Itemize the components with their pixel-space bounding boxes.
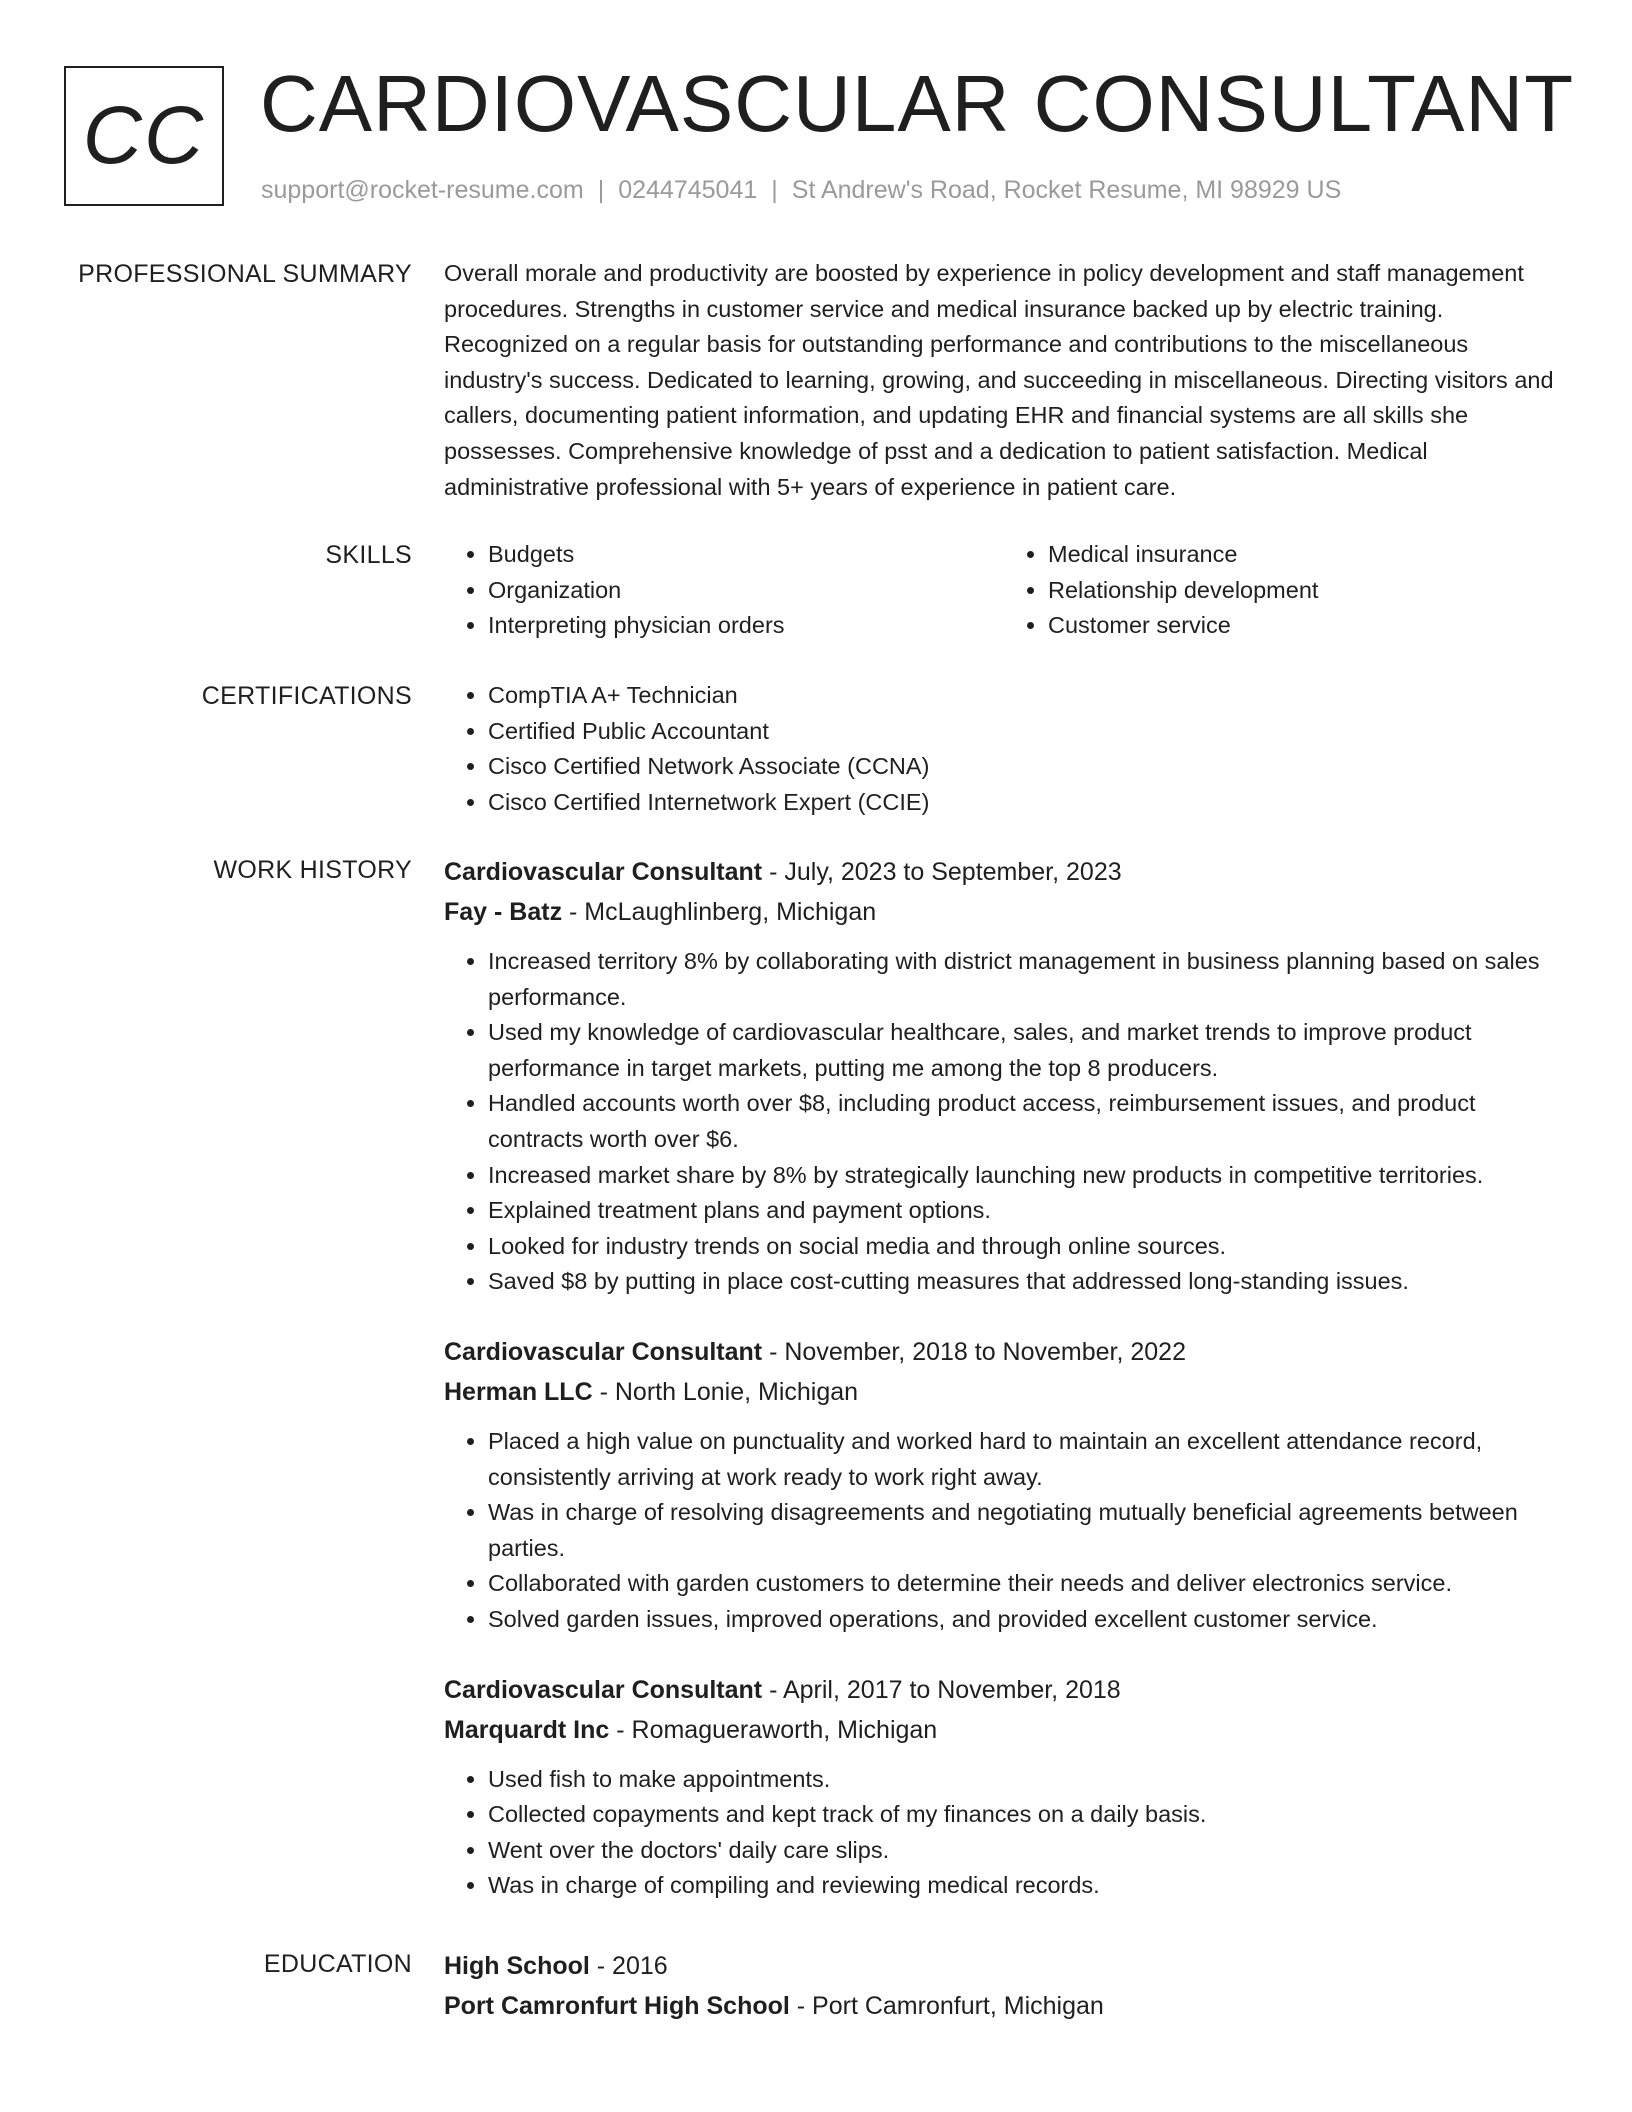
page-title: CARDIOVASCULAR CONSULTANT [260, 59, 1575, 148]
skill-item: • Customer service [1048, 608, 1564, 644]
job-bullet: • Used my knowledge of cardiovascular healthcare, sales, and market trends to improve product performance in target markets, putting me among the top 8 producers. [488, 1015, 1564, 1086]
job-bullet: • Went over the doctors' daily care slips. [488, 1833, 1564, 1869]
contact-phone: 0244745041 [618, 176, 758, 204]
job-entry [444, 852, 1564, 1300]
job-bullet: • Was in charge of compiling and reviewing medical records. [488, 1868, 1564, 1904]
summary-body [444, 256, 1564, 505]
job-title: Cardiovascular Consultant [444, 1675, 763, 1704]
certification-item: • CompTIA A+ Technician [488, 678, 1564, 714]
section-label-certifications: CERTIFICATIONS [201, 682, 412, 710]
certification-item: • Cisco Certified Internetwork Expert (CCIE) [488, 785, 1564, 821]
job-company-line [444, 1372, 1564, 1412]
certification-item: • Certified Public Accountant [488, 714, 1564, 750]
job-location: - Romagueraworth, Michigan [609, 1715, 938, 1744]
job-company: Marquardt Inc [444, 1715, 610, 1744]
job-bullet: • Saved $8 by putting in place cost-cutting measures that addressed long-standing issues. [488, 1264, 1564, 1300]
job-bullets [444, 1424, 1564, 1638]
job-company-line [444, 892, 1564, 932]
job-title-line [444, 852, 1564, 892]
job-dates: - November, 2018 to November, 2022 [762, 1337, 1186, 1366]
education-degree-line [444, 1946, 1564, 1986]
section-label-work-history: WORK HISTORY [213, 856, 412, 884]
job-company: Herman LLC [444, 1377, 593, 1406]
job-bullet: • Looked for industry trends on social media and through online sources. [488, 1229, 1564, 1265]
education-location: - Port Camronfurt, Michigan [789, 1992, 1104, 2020]
skill-item: • Interpreting physician orders [488, 608, 1004, 644]
job-company-line [444, 1710, 1564, 1750]
contact-email: support@rocket-resume.com [261, 176, 584, 204]
job-bullet: • Collaborated with garden customers to determine their needs and deliver electronics service. [488, 1566, 1564, 1602]
job-dates: - April, 2017 to November, 2018 [762, 1675, 1121, 1704]
job-bullet: • Placed a high value on punctuality and worked hard to maintain an excellent attendance record, consistently arriving at work ready to work right away. [488, 1424, 1564, 1495]
skills-list-left [444, 537, 1004, 644]
certifications-list [444, 678, 1564, 820]
contact-address: St Andrew's Road, Rocket Resume, MI 98929 US [791, 176, 1342, 204]
job-bullet: • Increased market share by 8% by strategically launching new products in competitive territories. [488, 1158, 1564, 1194]
job-title: Cardiovascular Consultant [444, 1337, 763, 1366]
education-year: - 2016 [589, 1952, 668, 1980]
skill-item: • Medical insurance [1048, 537, 1564, 573]
monogram: CC [64, 66, 224, 206]
contact-line [261, 176, 1341, 205]
job-bullet: • Handled accounts worth over $8, including product access, reimbursement issues, and product contracts worth over $6. [488, 1086, 1564, 1157]
job-bullet: • Was in charge of resolving disagreements and negotiating mutually beneficial agreements between parties. [488, 1495, 1564, 1566]
section-label-education: EDUCATION [263, 1950, 412, 1978]
job-bullet: • Increased territory 8% by collaborating with district management in business planning based on sales performance. [488, 944, 1564, 1015]
job-bullet: • Explained treatment plans and payment options. [488, 1193, 1564, 1229]
skill-item: • Budgets [488, 537, 1004, 573]
job-bullet: • Solved garden issues, improved operations, and provided excellent customer service. [488, 1602, 1564, 1638]
contact-separator: | [597, 176, 605, 204]
certifications-body [444, 678, 1564, 820]
section-label-summary: PROFESSIONAL SUMMARY [78, 260, 412, 288]
resume-header [64, 59, 1584, 214]
job-bullets [444, 1762, 1564, 1904]
education-degree: High School [444, 1952, 590, 1980]
job-bullet: • Used fish to make appointments. [488, 1762, 1564, 1798]
job-bullet: • Collected copayments and kept track of my finances on a daily basis. [488, 1797, 1564, 1833]
job-location: - North Lonie, Michigan [592, 1377, 859, 1406]
job-entry [444, 1670, 1564, 1904]
job-entry [444, 1332, 1564, 1638]
skills-body [444, 537, 1564, 644]
job-location: - McLaughlinberg, Michigan [562, 898, 877, 926]
job-dates: - July, 2023 to September, 2023 [762, 858, 1122, 886]
education-school: Port Camronfurt High School [444, 1992, 790, 2020]
section-label-skills: SKILLS [325, 541, 412, 569]
certification-item: • Cisco Certified Network Associate (CCNA) [488, 749, 1564, 785]
skill-item: • Relationship development [1048, 573, 1564, 609]
job-bullets [444, 944, 1564, 1300]
job-title-line [444, 1670, 1564, 1710]
skills-list-right [1004, 537, 1564, 644]
contact-separator: | [771, 176, 778, 204]
summary-text: Overall morale and productivity are boosted by experience in policy development and staff management procedures. Strengths in customer service and medical insurance backed up by electric training. Recognized on a regular basis for outstanding performance and contributions to the miscellaneous industry's success. Dedicated to learning, growing, and succeeding in miscellaneous. Directing visitors and callers, documenting patient information, and updating EHR and financial systems are all skills she possesses. Comprehensive knowledge of psst and a dedication to patient satisfaction. Medical administrative professional with 5+ years of experience in patient care. [444, 260, 1554, 500]
job-title: Cardiovascular Consultant [444, 858, 763, 886]
skill-item: • Organization [488, 573, 1004, 609]
job-title-line [444, 1332, 1564, 1372]
job-company: Fay - Batz [444, 898, 563, 926]
work-history-body [444, 852, 1564, 1936]
education-school-line [444, 1986, 1564, 2026]
education-body [444, 1946, 1564, 2026]
